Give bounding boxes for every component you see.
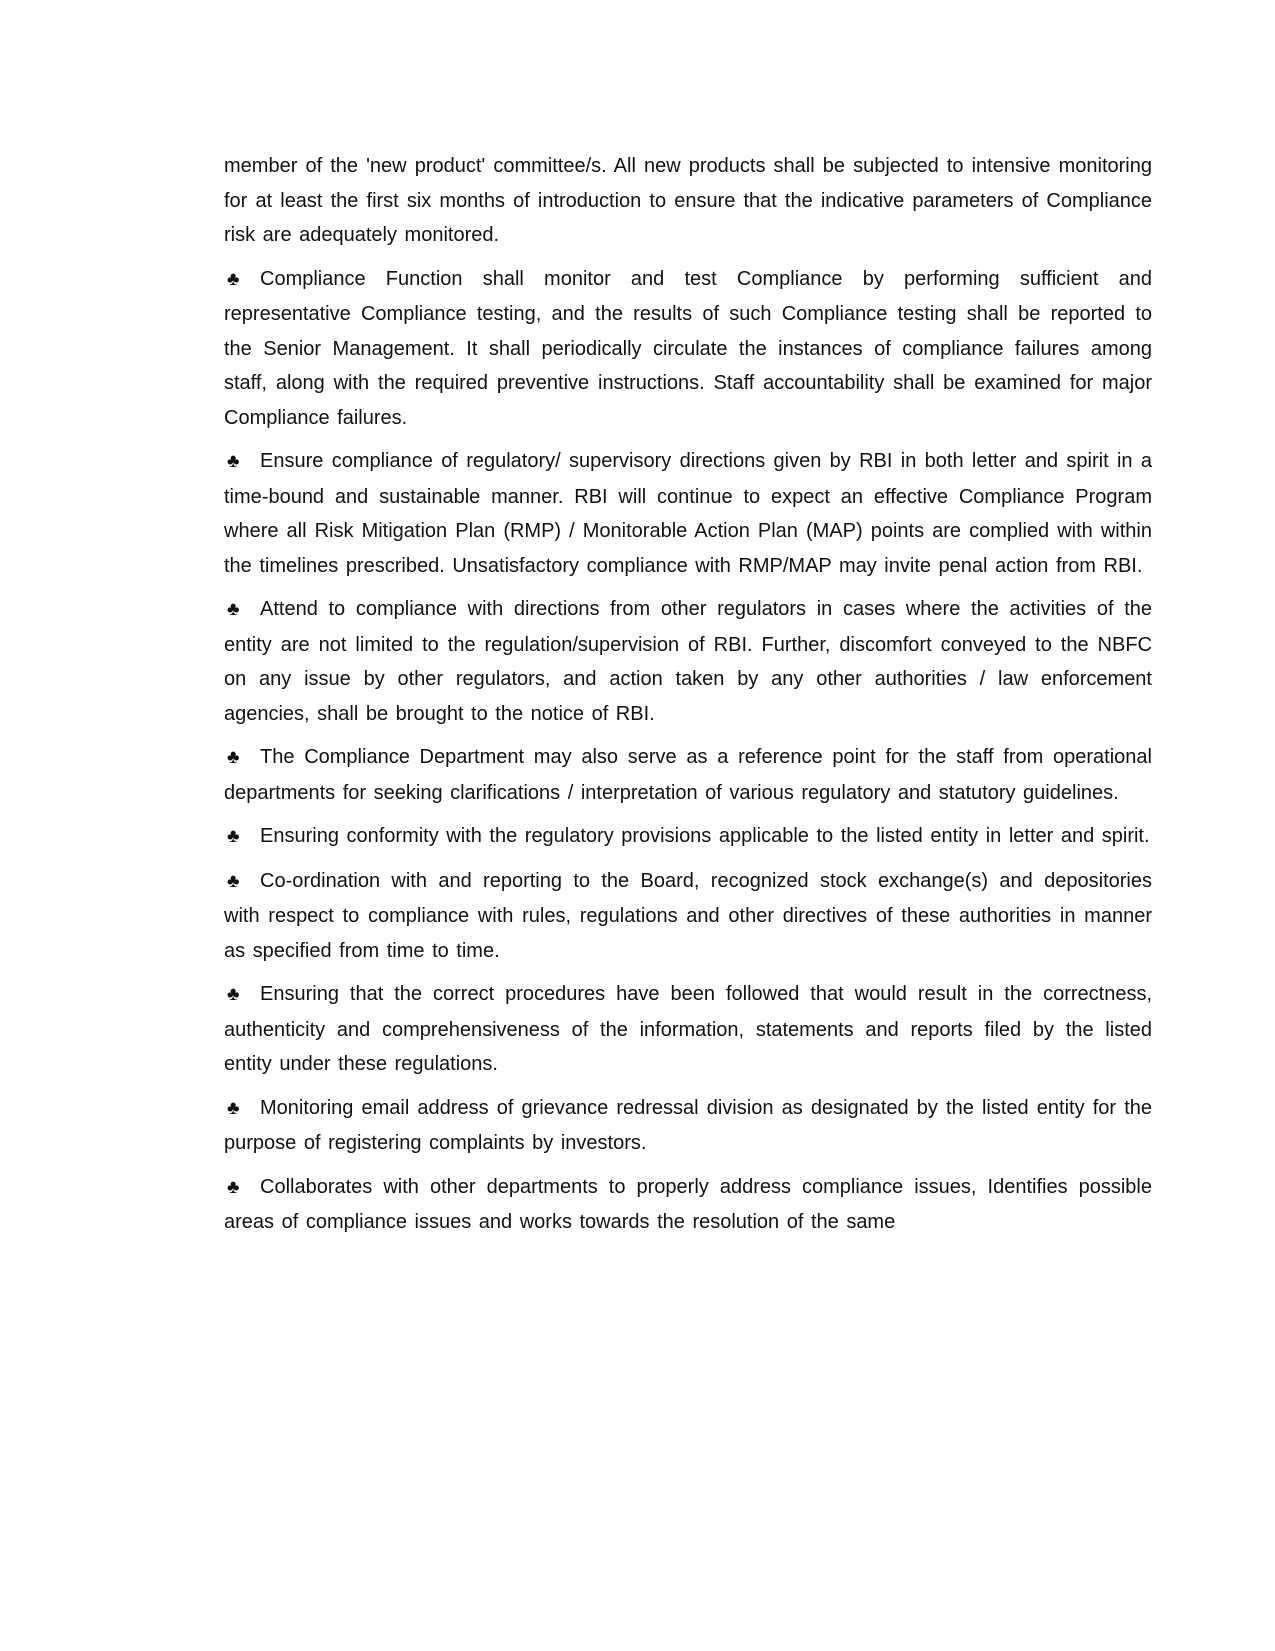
paragraph (224, 1091, 1152, 1161)
paragraph (224, 864, 1152, 969)
paragraph-text: member of the 'new product' committee/s. All new products shall be subjected to intensive monitoring for at least the first six months of introduction to ensure that the indicative parameters of Compliance risk are adequately monitored. (224, 155, 1152, 246)
paragraph (224, 740, 1152, 810)
club-bullet-icon: ♣ (227, 826, 240, 847)
paragraph (224, 262, 1152, 436)
paragraph-text: Ensuring that the correct procedures have been followed that would result in the correctness, authenticity and comprehensiveness of the information, statements and reports filed by the listed entity under these regulations. (224, 983, 1152, 1075)
paragraph (224, 819, 1152, 855)
club-bullet-icon: ♣ (227, 268, 240, 290)
page-content (224, 149, 1152, 1240)
paragraph-text: Ensure compliance of regulatory/ supervisory directions given by RBI in both letter and spirit in a time-bound and sustainable manner. RBI will continue to expect an effective Compliance Program where all Risk Mitigation Plan (RMP) / Monitorable Action Plan (MAP) points are complied with within the timelines prescribed. Unsatisfactory compliance with RMP/MAP may invite penal action from RBI. (224, 450, 1152, 577)
paragraph (224, 1170, 1152, 1240)
club-bullet-icon: ♣ (227, 1097, 240, 1119)
club-bullet-icon: ♣ (227, 599, 240, 620)
paragraph (224, 149, 1152, 253)
club-bullet-icon: ♣ (227, 747, 240, 768)
paragraph-text: The Compliance Department may also serve as a reference point for the staff from operational departments for seeking clarifications / interpretation of various regulatory and statutory guidelines. (224, 746, 1152, 804)
paragraph-text: Ensuring conformity with the regulatory provisions applicable to the listed entity in letter and spirit. (260, 825, 1150, 847)
paragraph (224, 444, 1152, 583)
paragraph (224, 977, 1152, 1082)
paragraph-text: Compliance Function shall monitor and test Compliance by performing sufficient and representative Compliance testing, and the results of such Compliance testing shall be reported to the Senior Management. It shall periodically circulate the instances of compliance failures among staff, along with the required preventive instructions. Staff accountability shall be examined for major Compliance failures. (224, 267, 1152, 429)
paragraph-text: Co-ordination with and reporting to the Board, recognized stock exchange(s) and depositories with respect to compliance with rules, regulations and other directives of these authorities in manner as specified from time to time. (224, 869, 1152, 962)
paragraph-text: Attend to compliance with directions from other regulators in cases where the activities of the entity are not limited to the regulation/supervision of RBI. Further, discomfort conveyed to the NBFC on any issue by other regulators, and action taken by any other authorities / law enforcement agencies, shall be brought to the notice of RBI. (224, 598, 1152, 725)
paragraph (224, 592, 1152, 731)
club-bullet-icon: ♣ (227, 984, 240, 1005)
club-bullet-icon: ♣ (227, 870, 240, 892)
paragraph-text: Monitoring email address of grievance redressal division as designated by the listed entity for the purpose of registering complaints by investors. (224, 1096, 1152, 1154)
club-bullet-icon: ♣ (227, 451, 240, 472)
paragraph-text: Collaborates with other departments to properly address compliance issues, Identifies possible areas of compliance issues and works towards the resolution of the same (224, 1175, 1152, 1233)
club-bullet-icon: ♣ (227, 1176, 240, 1198)
